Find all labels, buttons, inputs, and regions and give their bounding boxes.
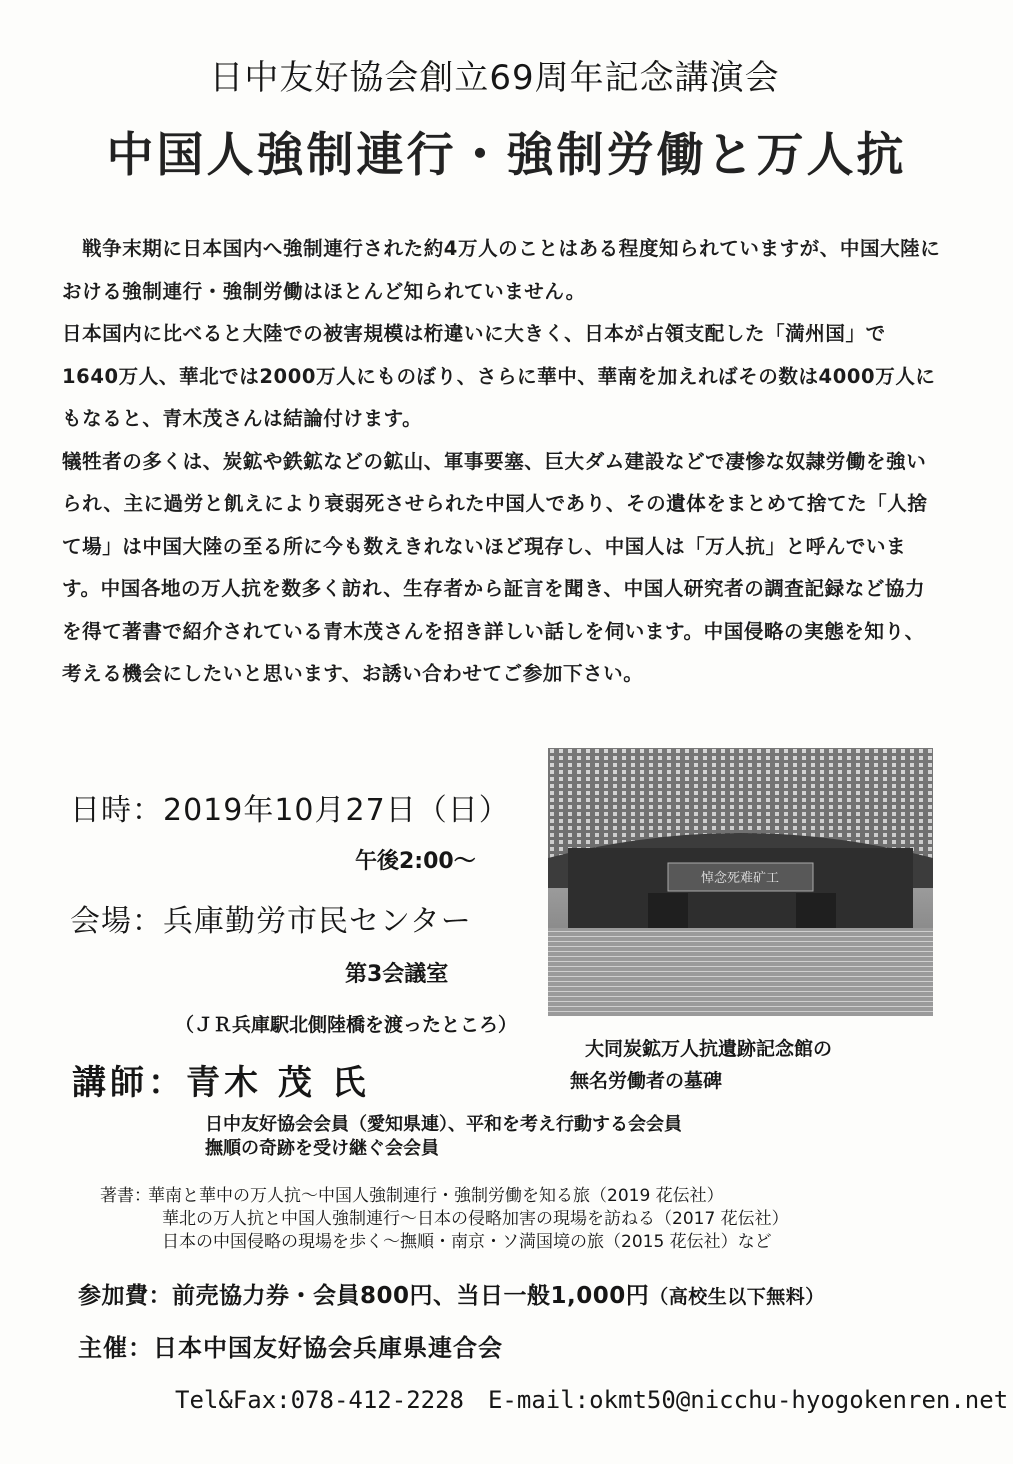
fee-main: 参加費：前売協力券・会員800円、当日一般1,000円 [78,1283,650,1309]
memorial-sign-text: 悼念死难矿工 [700,871,780,886]
event-title: 中国人強制連行・強制労働と万人抗 [106,128,907,183]
works-item: 華北の万人抗と中国人強制連行～日本の侵略加害の現場を訪ねる（2017 花伝社） [162,1209,789,1229]
event-room: 第3会議室 [345,962,449,987]
works-item: 華南と華中の万人抗～中国人強制連行・強制労働を知る旅（2019 花伝社） [148,1186,724,1206]
event-time: 午後2:00～ [355,849,476,874]
organizer: 主催：日本中国友好協会兵庫県連合会 [78,1334,503,1362]
photo-caption-line-2: 無名労働者の墓碑 [570,1070,723,1092]
memorial-photo-image [548,748,933,1016]
event-subtitle: 日中友好協会創立69周年記念講演会 [209,58,780,98]
works-list [148,1185,789,1254]
venue-access: （ＪＲ兵庫駅北側陸橋を渡ったところ） [175,1014,518,1036]
photo-caption-line-1: 大同炭鉱万人抗遺跡記念館の [585,1038,833,1060]
description-paragraph-3: 犠牲者の多くは、炭鉱や鉄鉱などの鉱山、軍事要塞、巨大ダム建設などで凄惨な奴隷労働を強いられ、主に過労と飢えにより衰弱死させられた中国人であり、その遺体をまとめて捨てた「人捨て場」は中国大陸の至る所に今も数えきれないほど現存し、中国人は「万人抗」と呼んでいます。中国各地の万人抗を数多く訪れ、生存者から証言を聞き、中国人研究者の調査記録など協力を得て著書で紹介されている青木茂さんを招き詳しい話しを伺います。中国侵略の実態を知り、考える機会にしたいと思います、お誘い合わせてご参加下さい。 [62,449,928,685]
fee-note: （高校生以下無料） [649,1286,825,1308]
photo-caption [560,1033,940,1097]
event-venue: 会場：兵庫勤労市民センター [70,904,472,939]
event-date: 日時：2019年10月27日（日） [70,793,510,828]
speaker-profile-line: 撫順の奇跡を受け継ぐ会会員 [205,1138,439,1159]
contact-info: Tel&Fax:078-412-2228 E-mail:okmt50@nicchu-hyogokenren.net [175,1386,1009,1414]
speaker-profile [205,1113,682,1161]
participation-fee [78,1277,825,1310]
speaker-name: 講師：青木 茂 氏 [72,1063,370,1103]
description-paragraph-1: 戦争末期に日本国内へ強制連行された約4万人のことはある程度知られていますが、中国大陸における強制連行・強制労働はほとんど知られていません。 [62,237,941,303]
works-label: 著書： [100,1186,151,1206]
description-paragraph-2: 日本国内に比べると大陸での被害規模は桁違いに大きく、日本が占領支配した「満州国」で1640万人、華北では2000万人にものぼり、さらに華中、華南を加えればその数は4000万人にもなると、青木茂さんは結論付けます。 [62,322,936,430]
memorial-photo [548,748,933,1016]
description [62,228,942,696]
works-item: 日本の中国侵略の現場を歩く～撫順・南京・ソ満国境の旅（2015 花伝社）など [162,1232,772,1252]
speaker-profile-line: 日中友好協会会員（愛知県連）、平和を考え行動する会会員 [205,1114,682,1135]
